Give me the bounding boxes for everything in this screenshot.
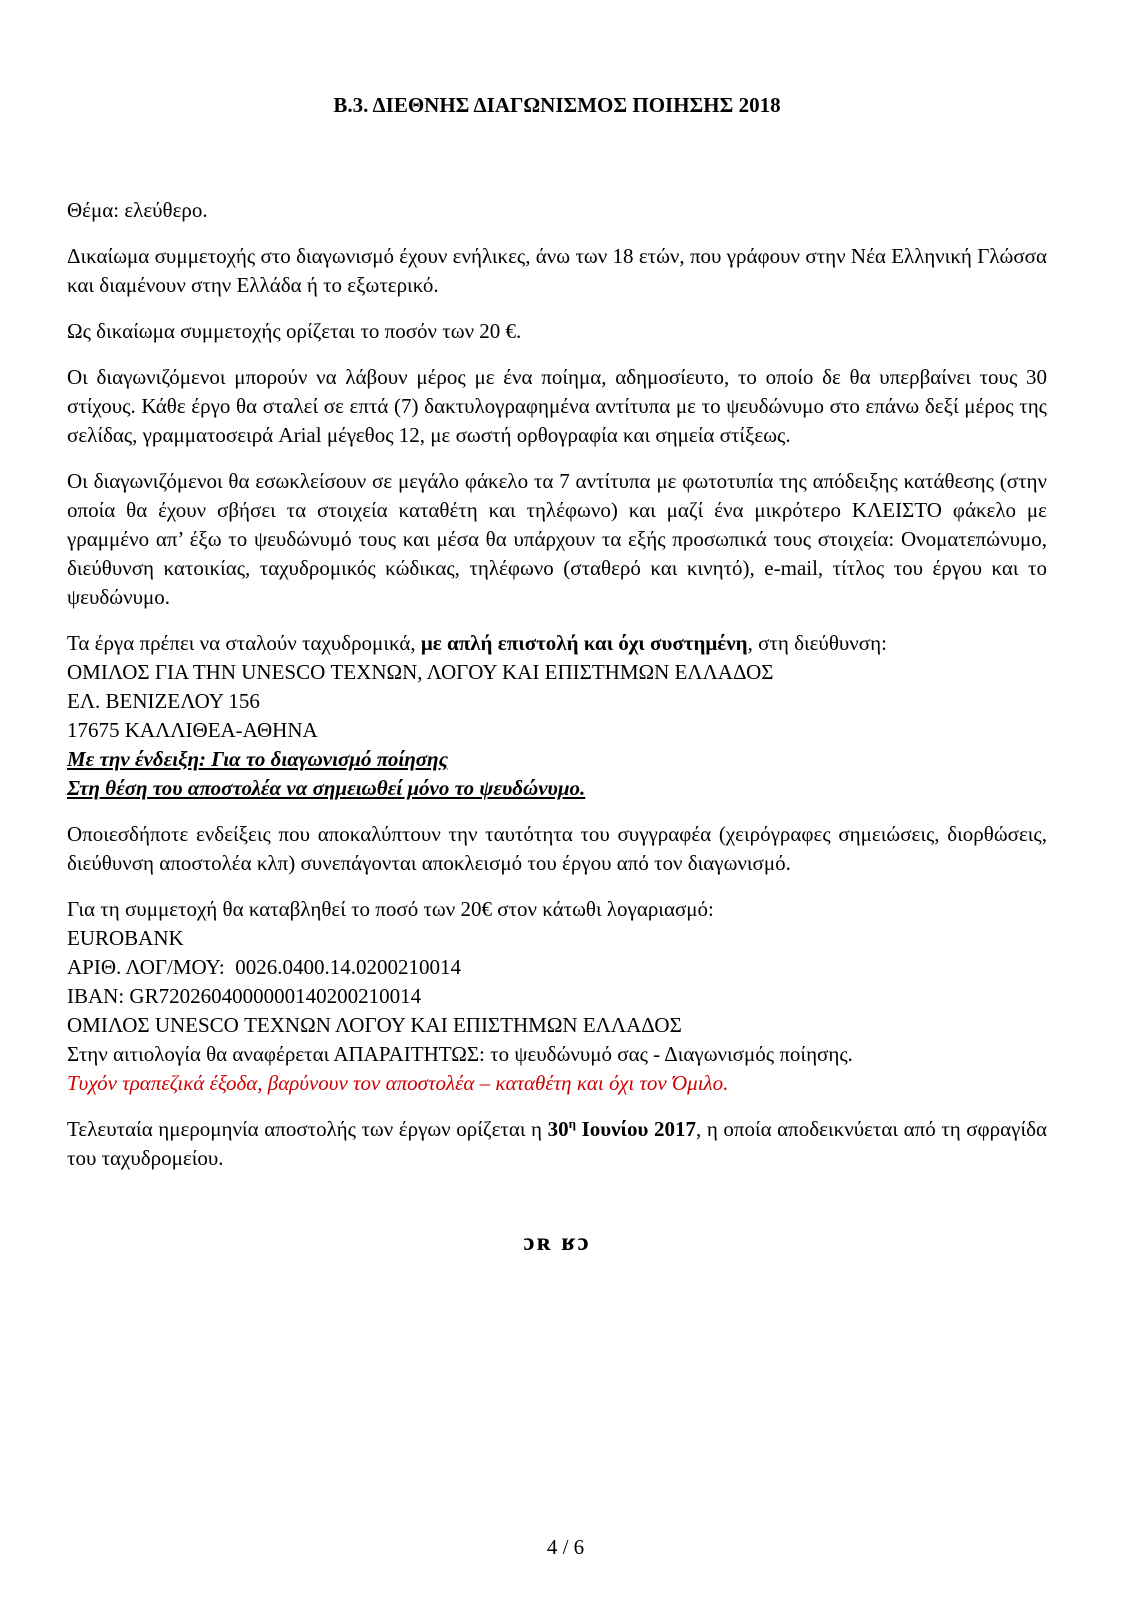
mailing-intro: [67, 629, 1047, 658]
address-line-city: 17675 ΚΑΛΛΙΘΕΑ-ΑΘΗΝΑ: [67, 718, 318, 742]
theme-line: Θέμα: ελεύθερο.: [67, 198, 208, 222]
deadline-pre: Τελευταία ημερομηνία αποστολής των έργων ορίζεται η: [67, 1117, 548, 1141]
deadline-day-suffix: η: [568, 1116, 576, 1131]
para-fee: Ως δικαίωμα συμμετοχής ορίζεται το ποσόν των 20 €.: [67, 319, 522, 343]
page-number: 4 / 6: [546, 1535, 585, 1559]
page-title: Β.3. ΔΙΕΘΝΗΣ ΔΙΑΓΩΝΙΣΜΟΣ ΠΟΙΗΣΗΣ 2018: [333, 93, 781, 117]
mailing-note-sender: Στη θέση του αποστολέα να σημειωθεί μόνο το ψευδώνυμο.: [67, 776, 586, 800]
document-content: [67, 0, 1047, 1258]
payment-block: [67, 895, 1047, 1098]
mailing-intro-pre: Τα έργα πρέπει να σταλούν ταχυδρομικά,: [67, 631, 421, 655]
deadline-post: , η οποία αποδεικνύεται από τη σφραγίδα του ταχυδρομείου.: [67, 1117, 1047, 1170]
deadline-date: [548, 1117, 696, 1141]
para-poem-rules: Οι διαγωνιζόμενοι μπορούν να λάβουν μέρος με ένα ποίημα, αδημοσίευτο, το οποίο δε θα υπερβαίνει τους 30 στίχους. Κάθε έργο θα σταλεί σε επτά (7) δακτυλογραφημένα αντίτυπα με το ψευδώνυμο στο επάνω δεξί μέρος της σελίδας, γραμματοσειρά Arial μέγεθος 12, με σωστή ορθογραφία και σημεία στίξεως.: [67, 365, 1047, 447]
para-deadline: [67, 1115, 1047, 1173]
iban-line: IBAN: GR7202604000000140200210014: [67, 984, 422, 1008]
bank-name: EUROBANK: [67, 926, 184, 950]
account-holder-line: ΟΜΙΛΟΣ UNESCO ΤΕΧΝΩΝ ΛΟΓΟΥ ΚΑΙ ΕΠΙΣΤΗΜΩΝ ΕΛΛΑΔΟΣ: [67, 1013, 682, 1037]
mailing-block: [67, 629, 1047, 803]
address-line-organization: ΟΜΙΛΟΣ ΓΙΑ ΤΗΝ UNESCO ΤΕΧΝΩΝ, ΛΟΓΟΥ ΚΑΙ ΕΠΙΣΤΗΜΩΝ ΕΛΛΑΔΟΣ: [67, 660, 774, 684]
bank-fees-note: Τυχόν τραπεζικά έξοδα, βαρύνουν τον αποστολέα – καταθέτη και όχι τον Όμιλο.: [67, 1071, 729, 1095]
para-envelope-rules: Οι διαγωνιζόμενοι θα εσωκλείσουν σε μεγάλο φάκελο τα 7 αντίτυπα με φωτοτυπία της απόδειξης κατάθεσης (στην οποία θα έχουν σβήσει τα στοιχεία καταθέτη και τηλέφωνο) και μαζί ένα μικρότερο ΚΛΕΙΣΤΟ φάκελο με γραμμένο απ’ έξω το ψευδώνυμό τους και μέσα θα υπάρχουν τα εξής προσωπικά τους στοιχεία: Ονοματεπώνυμο, διεύθυνση κατοικίας, ταχυδρομικός κώδικας, τηλέφωνο (σταθερό και κινητό), e-mail, τίτλος του έργου και το ψευδώνυμο.: [67, 469, 1047, 609]
mailing-note-indication: Με την ένδειξη: Για το διαγωνισμό ποίησης: [67, 747, 448, 771]
mailing-intro-bold: με απλή επιστολή και όχι συστημένη: [420, 631, 748, 655]
address-line-street: ΕΛ. ΒΕΝΙΖΕΛΟΥ 156: [67, 689, 260, 713]
ornament-divider: ɔʀ ʁɔ: [523, 1229, 591, 1256]
para-eligibility: Δικαίωμα συμμετοχής στο διαγωνισμό έχουν ενήλικες, άνω των 18 ετών, που γράφουν στην Νέα Ελληνική Γλώσσα και διαμένουν στην Ελλάδα ή το εξωτερικό.: [67, 244, 1047, 297]
deadline-month-year: Ιουνίου 2017: [576, 1117, 696, 1141]
deadline-day: 30: [547, 1117, 569, 1141]
payment-intro: Για τη συμμετοχή θα καταβληθεί το ποσό των 20€ στον κάτωθι λογαριασμό:: [67, 897, 714, 921]
account-number-line: ΑΡΙΘ. ΛΟΓ/ΜΟΥ: 0026.0400.14.0200210014: [67, 955, 461, 979]
mailing-intro-post: , στη διεύθυνση:: [747, 631, 887, 655]
para-disqualification: Οποιεσδήποτε ενδείξεις που αποκαλύπτουν την ταυτότητα του συγγραφέα (χειρόγραφες σημειώσεις, διορθώσεις, διεύθυνση αποστολέα κλπ) συνεπάγονται αποκλεισμό του έργου από τον διαγωνισμό.: [67, 822, 1047, 875]
payment-reason-line: Στην αιτιολογία θα αναφέρεται ΑΠΑΡΑΙΤΗΤΩΣ: το ψευδώνυμό σας - Διαγωνισμός ποίησης.: [67, 1042, 853, 1066]
